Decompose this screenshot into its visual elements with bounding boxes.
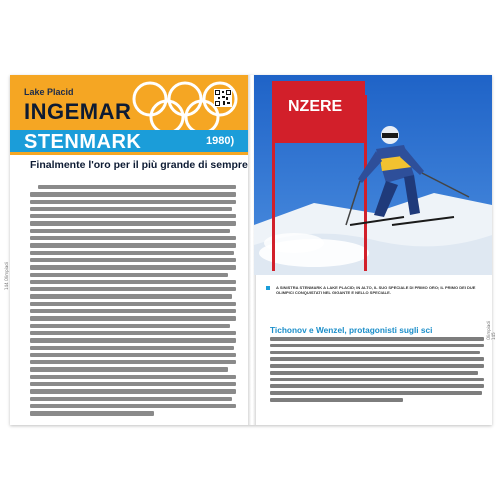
subtitle: Finalmente l'oro per il più grande di sempre	[30, 159, 248, 171]
title-line-1: INGEMAR	[24, 99, 132, 124]
left-page-number: 144 Olimpiadi	[4, 262, 9, 290]
location-label: Lake Placid	[24, 87, 74, 97]
magazine-spread	[10, 75, 492, 425]
year-label: 1980)	[206, 135, 235, 147]
section-body-text	[270, 337, 484, 407]
title-line-2: STENMARK	[24, 131, 142, 153]
article-body-text	[30, 185, 236, 421]
section-title: Tichonov e Wenzel, protagonisti sugli sci	[270, 325, 433, 335]
svg-text:NZERE: NZERE	[288, 98, 343, 115]
right-page-number: Olimpiadi 145	[486, 320, 496, 340]
skier-photo	[254, 75, 492, 275]
photo-caption: A SINISTRA STENMARK A LAKE PLACID; IN ALTO, IL SUO SPECIALE DI PRIMO ORO; IL PRIMO DEI DUE OLIMPICI CONQUISTATI NEL GIGANTE E NELLO SPECIALE.	[276, 285, 476, 296]
qr-code-icon	[214, 89, 232, 107]
caption-marker	[266, 286, 270, 290]
olympic-rings-graphic	[130, 77, 240, 137]
left-page	[10, 75, 250, 425]
